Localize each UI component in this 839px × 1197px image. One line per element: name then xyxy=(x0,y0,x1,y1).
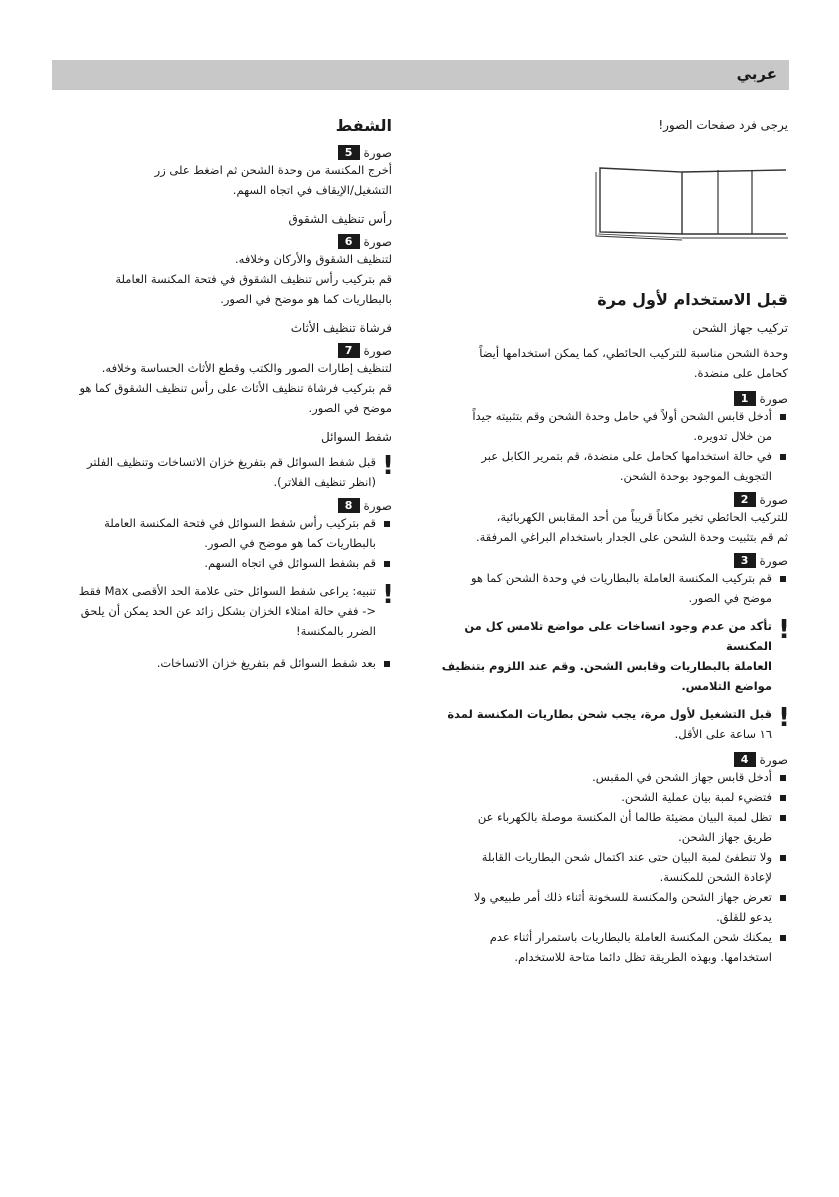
subtitle-upholstery-brush: فرشاة تنظيف الأثاث xyxy=(290,321,392,335)
list-item-line: فتضيء لمبة بيان عملية الشحن. xyxy=(621,790,772,804)
list-item-line: تعرض جهاز الشحن والمكنسة للسخونة أثناء ذلك أمر طبيعي ولا xyxy=(473,890,772,904)
exclamation-icon: ! xyxy=(778,703,790,733)
figure-7-label xyxy=(52,343,392,358)
figure-7-line-1: لتنظيف إطارات الصور والكتب وقطع الأثاث الحساسة وخلافه. xyxy=(101,361,392,375)
figure-label-text: صورة xyxy=(363,234,392,249)
warning-line: (انظر تنظيف الفلاتر). xyxy=(273,475,376,489)
figure-label-text: صورة xyxy=(363,498,392,513)
list-item-line: أدخل قابس جهاز الشحن في المقبس. xyxy=(592,770,772,784)
figure-number-badge: 1 xyxy=(734,391,756,406)
intro-line-1: وحدة الشحن مناسبة للتركيب الحائطي، كما يمكن استخدامها أيضاً xyxy=(479,346,788,360)
list-item-line: ولا تنطفئ لمبة البيان حتى عند اكتمال شحن البطاريات القابلة xyxy=(481,850,772,864)
list-item xyxy=(52,653,392,673)
list-item-line: استخدامها. وبهذه الطريقة تظل دائما متاحة للاستخدام. xyxy=(514,950,772,964)
list-item-line: من خلال تدويره. xyxy=(693,429,772,443)
figure-1-label xyxy=(436,391,788,406)
figure-label-text: صورة xyxy=(759,553,788,568)
figure-number-badge: 6 xyxy=(338,234,360,249)
language-label: عربي xyxy=(736,65,777,83)
figure-4-label xyxy=(436,752,788,767)
figure-5-label xyxy=(52,145,392,160)
list-item-line: التجويف الموجود بوحدة الشحن. xyxy=(619,469,772,483)
exclamation-icon: ! xyxy=(382,451,394,481)
figure-number-badge: 4 xyxy=(734,752,756,767)
list-item-line: طريق جهاز الشحن. xyxy=(678,830,772,844)
list-item-line: لإعادة الشحن للمكنسة. xyxy=(659,870,772,884)
unfold-note: يرجى فرد صفحات الصور! xyxy=(658,118,788,132)
figure-6-label xyxy=(52,234,392,249)
list-item-line: قم بتركيب رأس شفط السوائل في فتحة المكنسة العاملة xyxy=(104,516,376,530)
list-item xyxy=(436,807,788,847)
intro-line-2: كحامل على منضدة. xyxy=(693,366,788,380)
figure-label-text: صورة xyxy=(759,752,788,767)
list-item xyxy=(52,553,392,573)
list-item xyxy=(436,406,788,446)
subtitle-charger-install: تركيب جهاز الشحن xyxy=(692,321,788,335)
figure-label-text: صورة xyxy=(363,145,392,160)
figure-number-badge: 3 xyxy=(734,553,756,568)
figure-7-line-3: موضح في الصور. xyxy=(308,401,392,415)
warning-line: مواضع التلامس. xyxy=(681,679,772,693)
list-item xyxy=(436,927,788,967)
right-column-body xyxy=(436,290,788,967)
figure-4-list xyxy=(436,767,788,967)
exclamation-icon: ! xyxy=(382,580,394,610)
list-item xyxy=(436,847,788,887)
figure-label-text: صورة xyxy=(759,492,788,507)
warning-line: العاملة بالبطاريات وقابس الشحن. وقم عند اللزوم بتنظيف xyxy=(441,659,772,673)
figure-number-badge: 5 xyxy=(338,145,360,160)
warning-line: الضرر بالمكنسة! xyxy=(296,624,376,638)
figure-label-text: صورة xyxy=(363,343,392,358)
list-item-line: قم بتركيب المكنسة العاملة بالبطاريات في وحدة الشحن كما هو xyxy=(470,571,772,585)
list-item-line: يدعو للقلق. xyxy=(716,910,772,924)
list-item-line: تظل لمبة البيان مضيئة طالما أن المكنسة موصلة بالكهرباء عن xyxy=(477,810,772,824)
warning-line: قبل شفط السوائل قم بتفريغ خزان الاتساخات وتنظيف الفلتر xyxy=(86,455,376,469)
figure-2-label xyxy=(436,492,788,507)
figure-2-line-1: للتركيب الحائطي تخير مكاناً قريباً من أحد المقابس الكهربائية، xyxy=(496,510,788,524)
left-column xyxy=(52,116,392,673)
warning-contacts xyxy=(436,616,788,696)
figure-8-list xyxy=(52,513,392,573)
figure-8-label xyxy=(52,498,392,513)
warning-line: تأكد من عدم وجود اتساخات على مواضع تلامس كل من المكنسة xyxy=(464,619,772,653)
list-item xyxy=(52,513,392,553)
list-item-line: أدخل قابس الشحن أولاً في حامل وحدة الشحن وقم بتثبيته جيداً xyxy=(472,409,772,423)
exclamation-icon: ! xyxy=(778,615,790,645)
figure-3-label xyxy=(436,553,788,568)
list-item-line: بالبطاريات كما هو موضح في الصور. xyxy=(204,536,376,550)
warning-first-charge xyxy=(436,704,788,744)
figure-2-line-2: ثم قم بتثبيت وحدة الشحن على الجدار باستخدام البراغي المرفقة. xyxy=(475,530,788,544)
subtitle-crevice-tool: رأس تنظيف الشقوق xyxy=(288,212,392,226)
header-bar xyxy=(52,60,789,90)
list-item xyxy=(436,887,788,927)
figure-number-badge: 8 xyxy=(338,498,360,513)
figure-number-badge: 2 xyxy=(734,492,756,507)
figure-7-line-2: قم بتركيب فرشاة تنظيف الأثاث على رأس تنظيف الشقوق كما هو xyxy=(79,381,392,395)
warning-line: ١٦ ساعة على الأقل. xyxy=(674,727,772,741)
list-item xyxy=(436,787,788,807)
figure-3-list xyxy=(436,568,788,608)
list-item xyxy=(436,446,788,486)
figure-5-line-2: التشغيل/الإيقاف في اتجاه السهم. xyxy=(232,183,392,197)
figure-5-line-1: أخرج المكنسة من وحدة الشحن ثم اضغط على زر xyxy=(154,163,392,177)
section-title-suction: الشفط xyxy=(335,116,392,135)
figure-6-line-2: قم بتركيب رأس تنظيف الشقوق في فتحة المكنسة العاملة xyxy=(115,272,392,286)
list-item xyxy=(436,568,788,608)
right-column xyxy=(436,116,788,132)
warning-line: قبل التشغيل لأول مرة، يجب شحن بطاريات المكنسة لمدة xyxy=(447,707,772,721)
warning-line: تنبيه: يراعى شفط السوائل حتى علامة الحد الأقصى Max فقط xyxy=(78,584,376,598)
figure-6-line-3: بالبطاريات كما هو موضح في الصور. xyxy=(220,292,392,306)
subtitle-liquid-suction: شفط السوائل xyxy=(321,430,392,444)
warning-line: <- ففي حالة امتلاء الخزان بشكل زائد عن الحد يمكن أن يلحق xyxy=(80,604,376,618)
list-item-line: قم بشفط السوائل في اتجاه السهم. xyxy=(204,556,376,570)
figure-6-line-1: لتنظيف الشقوق والأركان وخلافه. xyxy=(235,252,392,266)
after-suction-list xyxy=(52,653,392,673)
list-item-line: في حالة استخدامها كحامل على منضدة، قم بتمرير الكابل عبر xyxy=(481,449,772,463)
figure-number-badge: 7 xyxy=(338,343,360,358)
warning-max-level xyxy=(52,581,392,641)
warning-filter xyxy=(52,452,392,492)
figure-label-text: صورة xyxy=(759,391,788,406)
list-item xyxy=(436,767,788,787)
list-item-line: يمكنك شحن المكنسة العاملة بالبطاريات باستمرار أثناء عدم xyxy=(489,930,772,944)
section-title-first-use: قبل الاستخدام لأول مرة xyxy=(597,290,788,309)
figure-1-list xyxy=(436,406,788,486)
list-item-line: بعد شفط السوائل قم بتفريغ خزان الاتساخات. xyxy=(156,656,376,670)
list-item-line: موضح في الصور. xyxy=(688,591,772,605)
open-book-illustration xyxy=(592,162,788,244)
